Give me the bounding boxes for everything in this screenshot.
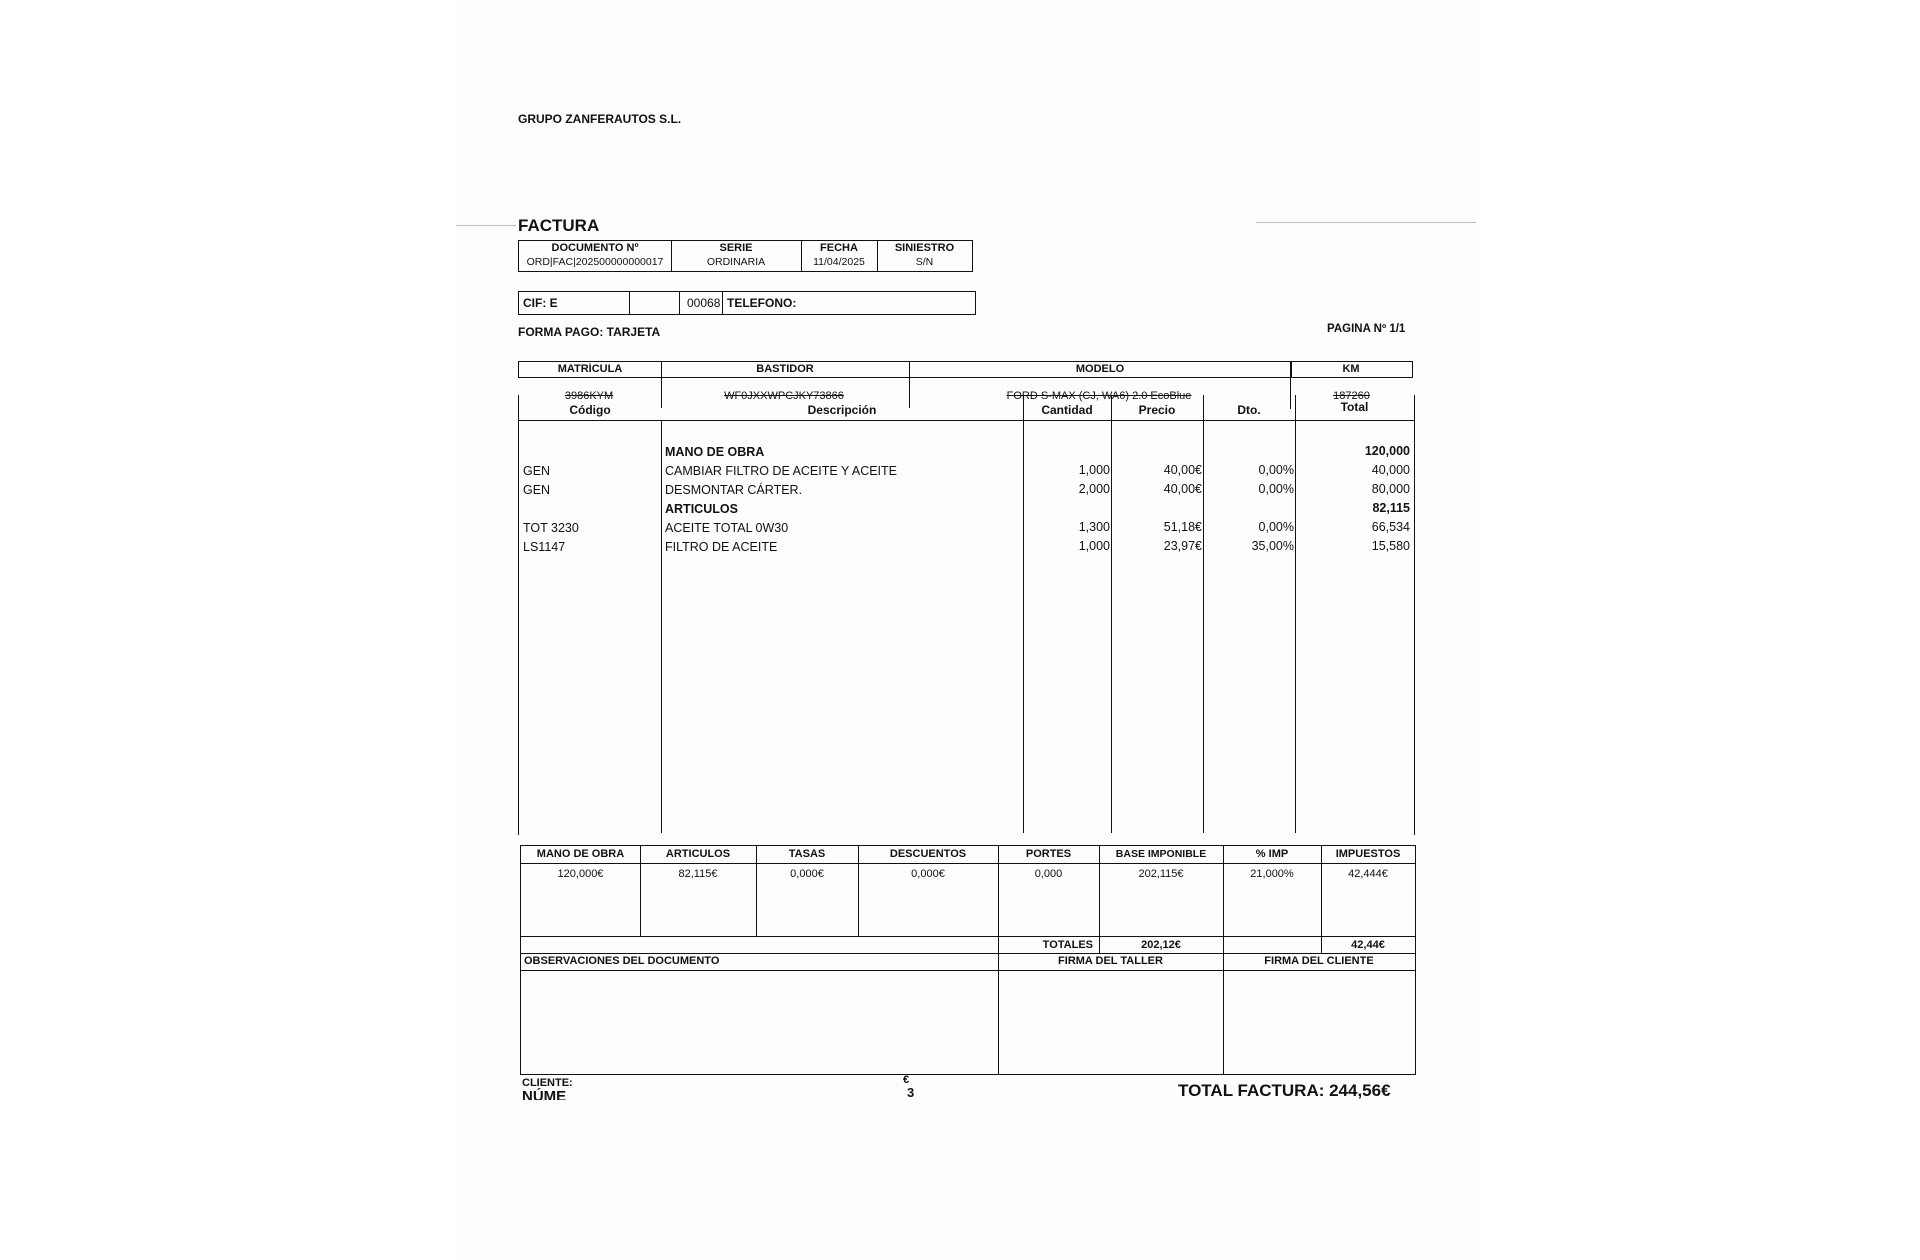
doc-number-value: ORD|FAC|202500000000017 (526, 256, 664, 268)
line-description: FILTRO DE ACEITE (665, 540, 778, 554)
col-price: Precio (1138, 403, 1176, 417)
model-label: MODELO (1075, 363, 1125, 375)
claim-value: S/N (915, 256, 934, 268)
number-fragment: 3 (907, 1085, 915, 1097)
line-quantity: 1,000 (1078, 539, 1110, 553)
doc-title: FACTURA (518, 216, 600, 235)
invoice-total: TOTAL FACTURA: 244,56€ (1178, 1081, 1391, 1100)
line-price: 40,00€ (1163, 463, 1202, 477)
line-price: 51,18€ (1163, 520, 1202, 534)
model-value: FORD S-MAX (CJ, WA6) 2.0 EcoBlue (1006, 390, 1192, 402)
km-value: 187260 (1333, 390, 1370, 402)
line-code: GEN (523, 464, 551, 478)
sum-articles-value: 82,115€ (678, 868, 718, 880)
workshop-signature-label: FIRMA DEL TALLER (1058, 955, 1163, 967)
line-total: 80,000 (1371, 482, 1410, 496)
line-code: TOT 3230 (523, 521, 579, 535)
col-code: Código (569, 403, 611, 417)
phone-label: TELEFONO: (727, 296, 797, 310)
line-description: ARTICULOS (665, 502, 738, 516)
company-name: GRUPO ZANFERAUTOS S.L. (518, 112, 682, 126)
col-total: Total (1340, 400, 1369, 414)
col-discount: Dto. (1237, 403, 1261, 417)
client-signature-label: FIRMA DEL CLIENTE (1264, 955, 1374, 967)
plate-label: MATRÍCULA (557, 363, 623, 375)
invoice-page (456, 0, 1476, 1260)
sum-fees-label: TASAS (788, 848, 826, 860)
line-discount: 35,00% (1251, 539, 1294, 553)
line-code: LS1147 (523, 540, 566, 554)
line-code: GEN (523, 483, 551, 497)
sum-taxrate-label: % IMP (1255, 848, 1289, 860)
line-quantity: 1,000 (1078, 463, 1110, 477)
date-value: 11/04/2025 (813, 256, 865, 268)
date-label: FECHA (820, 242, 858, 254)
sum-shipping-value: 0,000 (1034, 868, 1063, 880)
col-quantity: Cantidad (1041, 403, 1093, 417)
plate-value: 3986KYM (564, 390, 614, 402)
observations-label: OBSERVACIONES DEL DOCUMENTO (524, 955, 720, 967)
km-label: KM (1342, 363, 1360, 375)
doc-header-table (518, 240, 973, 272)
col-description: Descripción (807, 403, 877, 417)
line-description: CAMBIAR FILTRO DE ACEITE Y ACEITE (665, 464, 898, 478)
sum-articles-label: ARTICULOS (665, 848, 731, 860)
amount-fragment: € (903, 1074, 910, 1086)
line-total: 15,580 (1371, 539, 1410, 553)
line-description: MANO DE OBRA (665, 445, 765, 459)
sum-labor-value: 120,000€ (557, 868, 604, 880)
line-discount: 0,00% (1258, 482, 1294, 496)
sum-taxbase-label: BASE IMPONIBLE (1115, 848, 1207, 860)
doc-number-label: DOCUMENTO Nº (551, 242, 639, 254)
series-label: SERIE (719, 242, 753, 254)
cif-label: CIF: E (523, 296, 558, 310)
client-label: CLIENTE: (522, 1077, 573, 1089)
sum-discounts-value: 0,000€ (911, 868, 945, 880)
totals-base: 202,12€ (1141, 939, 1181, 951)
cif-phone-box (518, 291, 976, 315)
totals-label: TOTALES (1042, 939, 1093, 951)
line-items-table (518, 395, 1415, 835)
scan-artifact-line (1256, 222, 1476, 223)
sum-discounts-label: DESCUENTOS (889, 848, 967, 860)
summary-table (520, 845, 1416, 1075)
line-price: 40,00€ (1163, 482, 1202, 496)
sum-shipping-label: PORTES (1025, 848, 1072, 860)
scan-artifact-line (456, 225, 516, 226)
cif-code: 00068 (687, 296, 721, 310)
line-quantity: 2,000 (1078, 482, 1110, 496)
page-number: PAGINA Nº 1/1 (1327, 323, 1406, 335)
claim-label: SINIESTRO (894, 242, 955, 254)
line-description: DESMONTAR CÁRTER. (665, 483, 803, 497)
line-discount: 0,00% (1258, 463, 1294, 477)
totals-tax: 42,44€ (1351, 939, 1385, 951)
line-description: ACEITE TOTAL 0W30 (665, 521, 789, 535)
sum-taxes-value: 42,444€ (1348, 868, 1388, 880)
vin-value: WF0JXXWPCJKY73866 (724, 390, 844, 402)
sum-taxes-label: IMPUESTOS (1335, 848, 1401, 860)
vin-label: BASTIDOR (756, 363, 814, 375)
line-total: 40,000 (1371, 463, 1410, 477)
number-label: NÚME (522, 1088, 567, 1100)
sum-fees-value: 0,000€ (790, 868, 824, 880)
series-value: ORDINARIA (706, 256, 766, 268)
line-price: 23,97€ (1163, 539, 1202, 553)
sum-labor-label: MANO DE OBRA (536, 848, 625, 860)
vehicle-header (518, 361, 1413, 377)
line-total: 120,000 (1364, 444, 1410, 458)
line-total: 66,534 (1371, 520, 1410, 534)
payment-method: FORMA PAGO: TARJETA (518, 325, 661, 339)
line-discount: 0,00% (1258, 520, 1294, 534)
sum-taxrate-value: 21,000% (1250, 868, 1294, 880)
sum-taxbase-value: 202,115€ (1138, 868, 1184, 880)
line-total: 82,115 (1372, 501, 1410, 515)
line-quantity: 1,300 (1078, 520, 1110, 534)
